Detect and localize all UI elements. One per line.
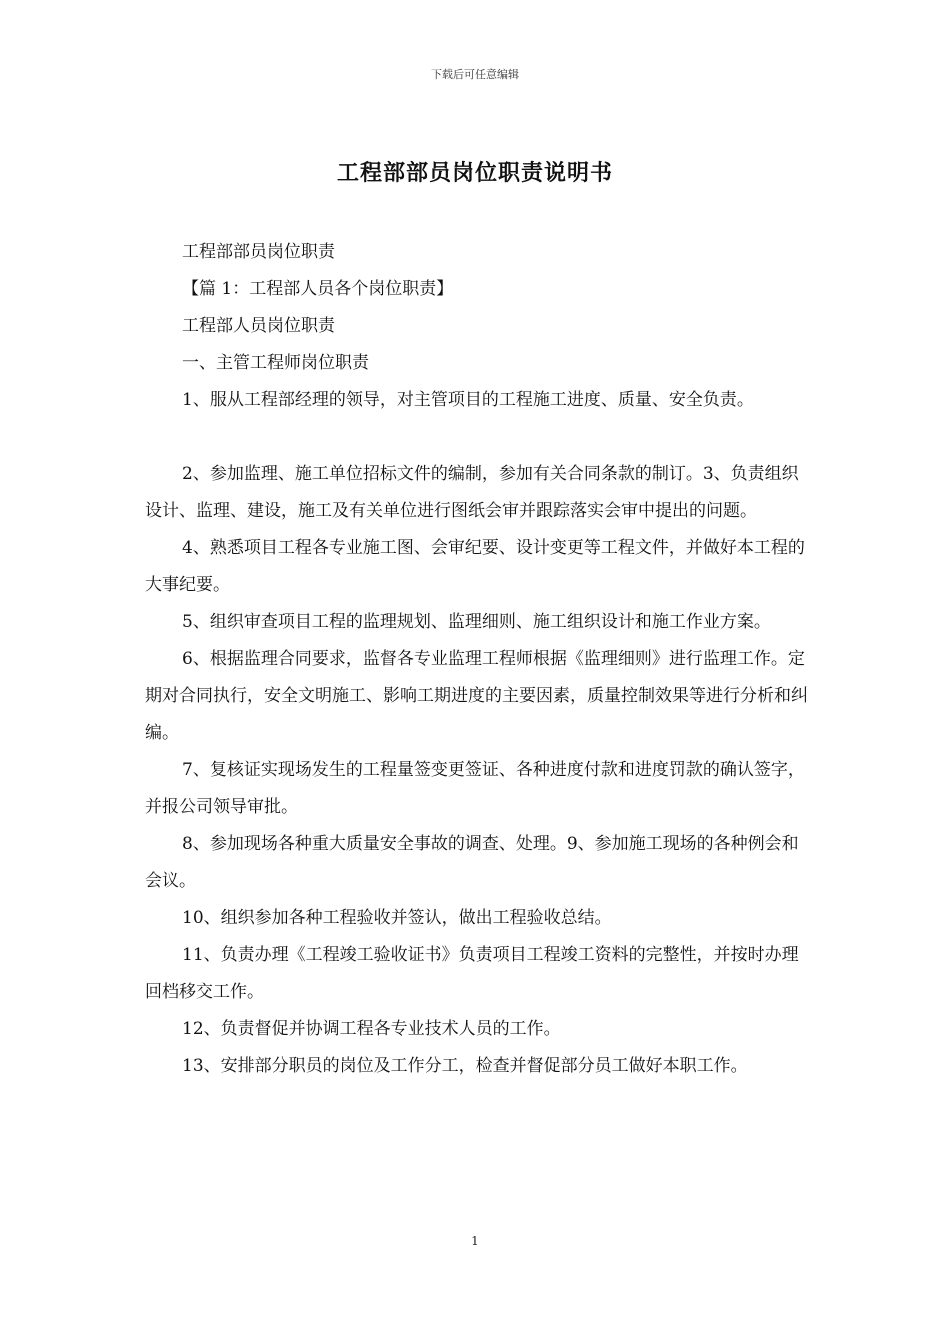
page-number: 1: [471, 1234, 479, 1248]
document-body: [145, 234, 815, 1085]
paragraph-3: 一、主管工程师岗位职责: [182, 353, 369, 373]
paragraph-12: 11、负责办理《工程竣工验收证书》负责项目工程竣工资料的完整性，并按时办理回档移交工作。: [145, 945, 799, 1002]
paragraph-7: 5、组织审查项目工程的监理规划、监理细则、施工组织设计和施工作业方案。: [182, 612, 771, 632]
paragraph-2: 工程部人员岗位职责: [182, 316, 335, 336]
paragraph-6: 4、熟悉项目工程各专业施工图、会审纪要、设计变更等工程文件，并做好本工程的大事纪要。: [145, 538, 805, 595]
paragraph-9: 7、复核证实现场发生的工程量签变更签证、各种进度付款和进度罚款的确认签字，并报公司领导审批。: [145, 760, 805, 817]
paragraph-4: 1、服从工程部经理的领导，对主管项目的工程施工进度、质量、安全负责。: [182, 390, 754, 410]
paragraph-8: 6、根据监理合同要求，监督各专业监理工程师根据《监理细则》进行监理工作。定期对合同执行，安全文明施工、影响工期进度的主要因素，质量控制效果等进行分析和纠编。: [145, 649, 808, 743]
paragraph-14: 13、安排部分职员的岗位及工作分工，检查并督促部分员工做好本职工作。: [182, 1056, 748, 1076]
paragraph-13: 12、负责督促并协调工程各专业技术人员的工作。: [182, 1019, 561, 1039]
paragraph-0: 工程部部员岗位职责: [182, 242, 335, 262]
paragraph-1: 【篇 1：工程部人员各个岗位职责】: [182, 279, 454, 299]
header-note: 下载后可任意编辑: [431, 68, 519, 81]
paragraph-11: 10、组织参加各种工程验收并签认，做出工程验收总结。: [182, 908, 612, 928]
document-title: 工程部部员岗位职责说明书: [336, 160, 613, 186]
paragraph-5: 2、参加监理、施工单位招标文件的编制，参加有关合同条款的制订。3、负责组织设计、监理、建设，施工及有关单位进行图纸会审并跟踪落实会审中提出的问题。: [145, 464, 799, 521]
paragraph-10: 8、参加现场各种重大质量安全事故的调查、处理。9、参加施工现场的各种例会和会议。: [145, 834, 799, 891]
